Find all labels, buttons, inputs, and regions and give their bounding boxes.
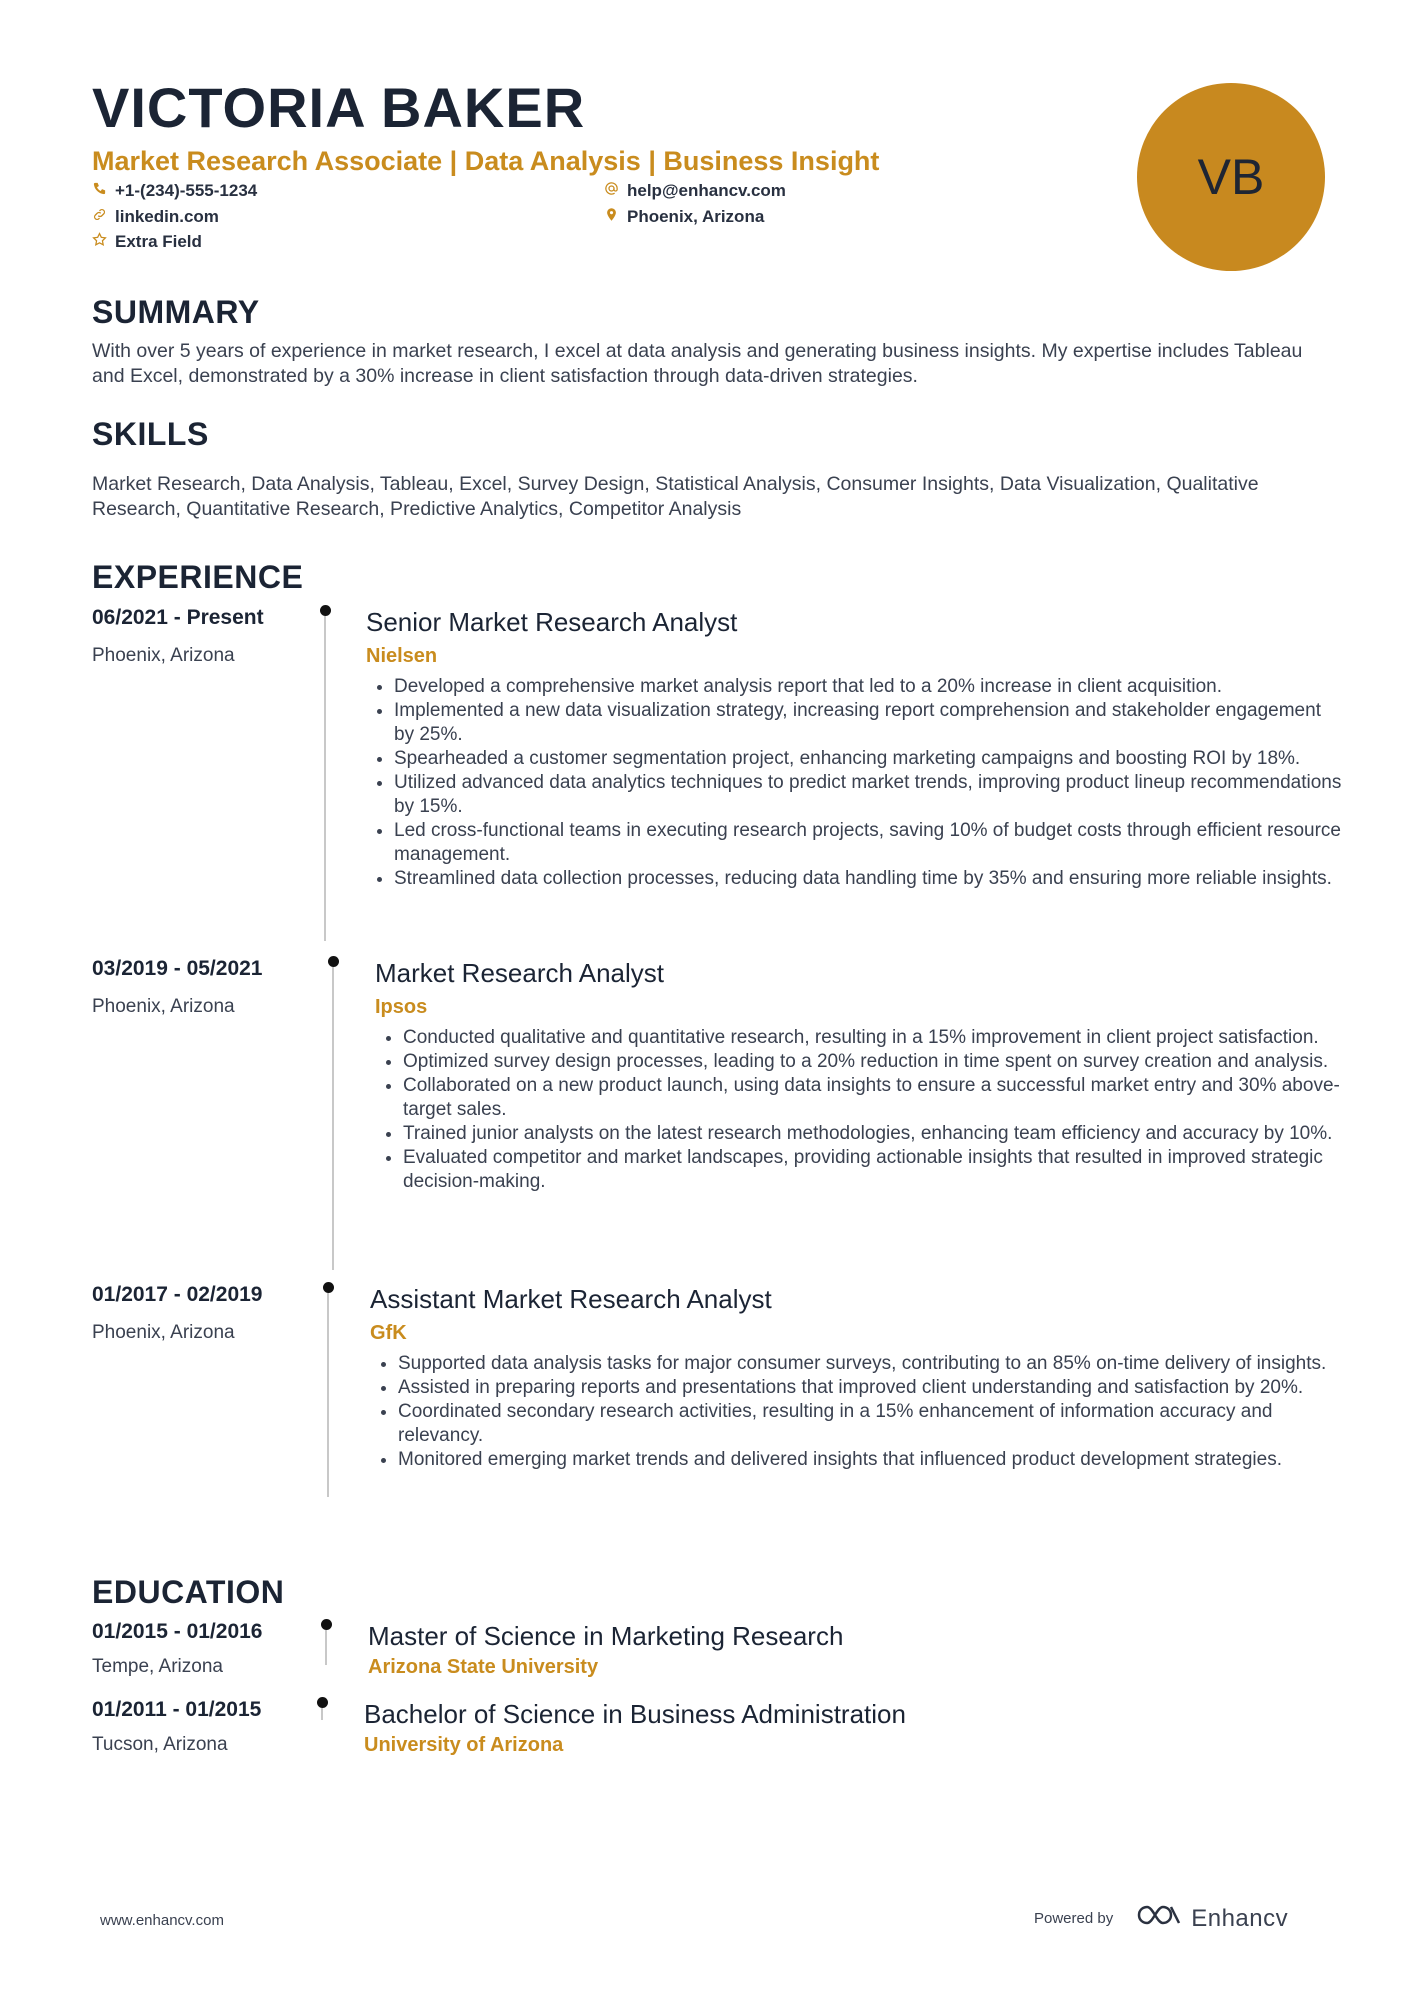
job-title: Assistant Market Research Analyst — [370, 1284, 772, 1314]
footer-branding — [1034, 1902, 1288, 1935]
bullet-item: • Trained junior analysts on the latest research methodologies, enhancing team efficiency and accuracy by 10%. — [403, 1122, 1358, 1146]
brand-logo[interactable] — [1135, 1902, 1288, 1935]
timeline-line — [324, 616, 326, 941]
experience-date: 06/2021 - Present — [92, 606, 264, 629]
bullet-item: • Monitored emerging market trends and delivered insights that influenced product development strategies. — [398, 1448, 1358, 1472]
extra-text: Extra Field — [115, 232, 202, 251]
timeline-dot — [317, 1697, 328, 1708]
school-name: Arizona State University — [368, 1656, 599, 1678]
candidate-name: VICTORIA BAKER — [92, 76, 586, 139]
experience-location: Phoenix, Arizona — [92, 1322, 235, 1343]
phone-icon — [92, 181, 107, 201]
contact-extra — [92, 232, 202, 252]
bullet-item: • Supported data analysis tasks for major consumer surveys, contributing to an 85% on-time delivery of insights. — [398, 1352, 1358, 1376]
company-name: GfK — [370, 1322, 407, 1344]
experience-location: Phoenix, Arizona — [92, 645, 235, 666]
bullet-item: • Evaluated competitor and market landscapes, providing actionable insights that resulted in improved strategic decision-making. — [403, 1146, 1358, 1194]
contact-linkedin[interactable] — [92, 207, 219, 227]
bullet-item: • Conducted qualitative and quantitative research, resulting in a 15% improvement in client project satisfaction. — [403, 1026, 1358, 1050]
bullet-item: • Optimized survey design processes, leading to a 20% reduction in time spent on survey creation and analysis. — [403, 1050, 1358, 1074]
powered-by-label: Powered by — [1034, 1910, 1114, 1927]
map-pin-icon — [604, 207, 619, 227]
contact-email[interactable] — [604, 181, 786, 201]
bullet-item: • Spearheaded a customer segmentation project, enhancing marketing campaigns and boosting ROI by 18%. — [394, 747, 1344, 771]
timeline-line — [325, 1630, 327, 1665]
summary-title: SUMMARY — [92, 294, 260, 330]
job-bullets — [370, 1352, 1358, 1472]
experience-title: EXPERIENCE — [92, 559, 304, 595]
experience-date: 01/2017 - 02/2019 — [92, 1283, 263, 1306]
school-name: University of Arizona — [364, 1734, 564, 1756]
bullet-item: • Led cross-functional teams in executing research projects, saving 10% of budget costs through efficient resource management. — [394, 819, 1344, 867]
avatar-initials: VB — [1197, 149, 1265, 205]
job-title: Senior Market Research Analyst — [366, 607, 738, 637]
job-bullets — [366, 675, 1344, 891]
summary-text: With over 5 years of experience in market research, I excel at data analysis and generating business insights. My expertise includes Tableau and Excel, demonstrated by a 30% increase in client satisfaction through data-driven strategies. — [92, 340, 1303, 387]
company-name: Ipsos — [375, 996, 428, 1018]
location-text: Phoenix, Arizona — [627, 207, 765, 226]
contact-location — [604, 207, 764, 227]
headline: Market Research Associate | Data Analysis | Business Insight — [92, 146, 880, 176]
timeline-line — [327, 1293, 329, 1497]
timeline-dot — [328, 956, 339, 967]
at-icon — [604, 181, 619, 201]
bullet-item: • Utilized advanced data analytics techniques to predict market trends, improving product lineup recommendations by 15%. — [394, 771, 1344, 819]
skills-title: SKILLS — [92, 416, 209, 452]
email-text: help@enhancv.com — [627, 181, 786, 200]
bullet-item: • Coordinated secondary research activities, resulting in a 15% enhancement of information accuracy and relevancy. — [398, 1400, 1358, 1448]
enhancv-logo-icon — [1135, 1902, 1183, 1935]
education-date: 01/2015 - 01/2016 — [92, 1620, 263, 1643]
bullet-item: • Streamlined data collection processes, reducing data handling time by 35% and ensuring more reliable insights. — [394, 867, 1344, 891]
avatar — [1137, 83, 1325, 271]
experience-date: 03/2019 - 05/2021 — [92, 957, 263, 980]
experience-location: Phoenix, Arizona — [92, 996, 235, 1017]
degree-title: Master of Science in Marketing Research — [368, 1621, 844, 1651]
bullet-item: • Assisted in preparing reports and presentations that improved client understanding and satisfaction by 20%. — [398, 1376, 1358, 1400]
phone-text: +1-(234)-555-1234 — [115, 181, 258, 200]
brand-name: Enhancv — [1191, 1904, 1289, 1932]
star-icon — [92, 232, 107, 252]
education-location: Tempe, Arizona — [92, 1656, 223, 1677]
linkedin-text: linkedin.com — [115, 207, 219, 226]
degree-title: Bachelor of Science in Business Administration — [364, 1699, 906, 1729]
footer-website[interactable]: www.enhancv.com — [100, 1912, 224, 1929]
skills-text: Market Research, Data Analysis, Tableau, Excel, Survey Design, Statistical Analysis, Consumer Insights, Data Visualization, Qualitative Research, Quantitative Research, Predictive Analytics, Competitor Analysis — [92, 473, 1259, 520]
link-icon — [92, 207, 107, 227]
company-name: Nielsen — [366, 645, 438, 667]
job-title: Market Research Analyst — [375, 958, 665, 988]
education-date: 01/2011 - 01/2015 — [92, 1698, 262, 1721]
timeline-line — [332, 967, 334, 1270]
timeline-line — [321, 1708, 323, 1720]
bullet-item: • Implemented a new data visualization strategy, increasing report comprehension and stakeholder engagement by 25%. — [394, 699, 1344, 747]
timeline-dot — [323, 1282, 334, 1293]
timeline-dot — [321, 1619, 332, 1630]
contact-phone — [92, 181, 257, 201]
timeline-dot — [320, 605, 331, 616]
education-location: Tucson, Arizona — [92, 1734, 228, 1755]
bullet-item: • Collaborated on a new product launch, using data insights to ensure a successful market entry and 30% above-target sales. — [403, 1074, 1358, 1122]
bullet-item: • Developed a comprehensive market analysis report that led to a 20% increase in client acquisition. — [394, 675, 1344, 699]
job-bullets — [375, 1026, 1358, 1194]
education-title: EDUCATION — [92, 1574, 285, 1610]
